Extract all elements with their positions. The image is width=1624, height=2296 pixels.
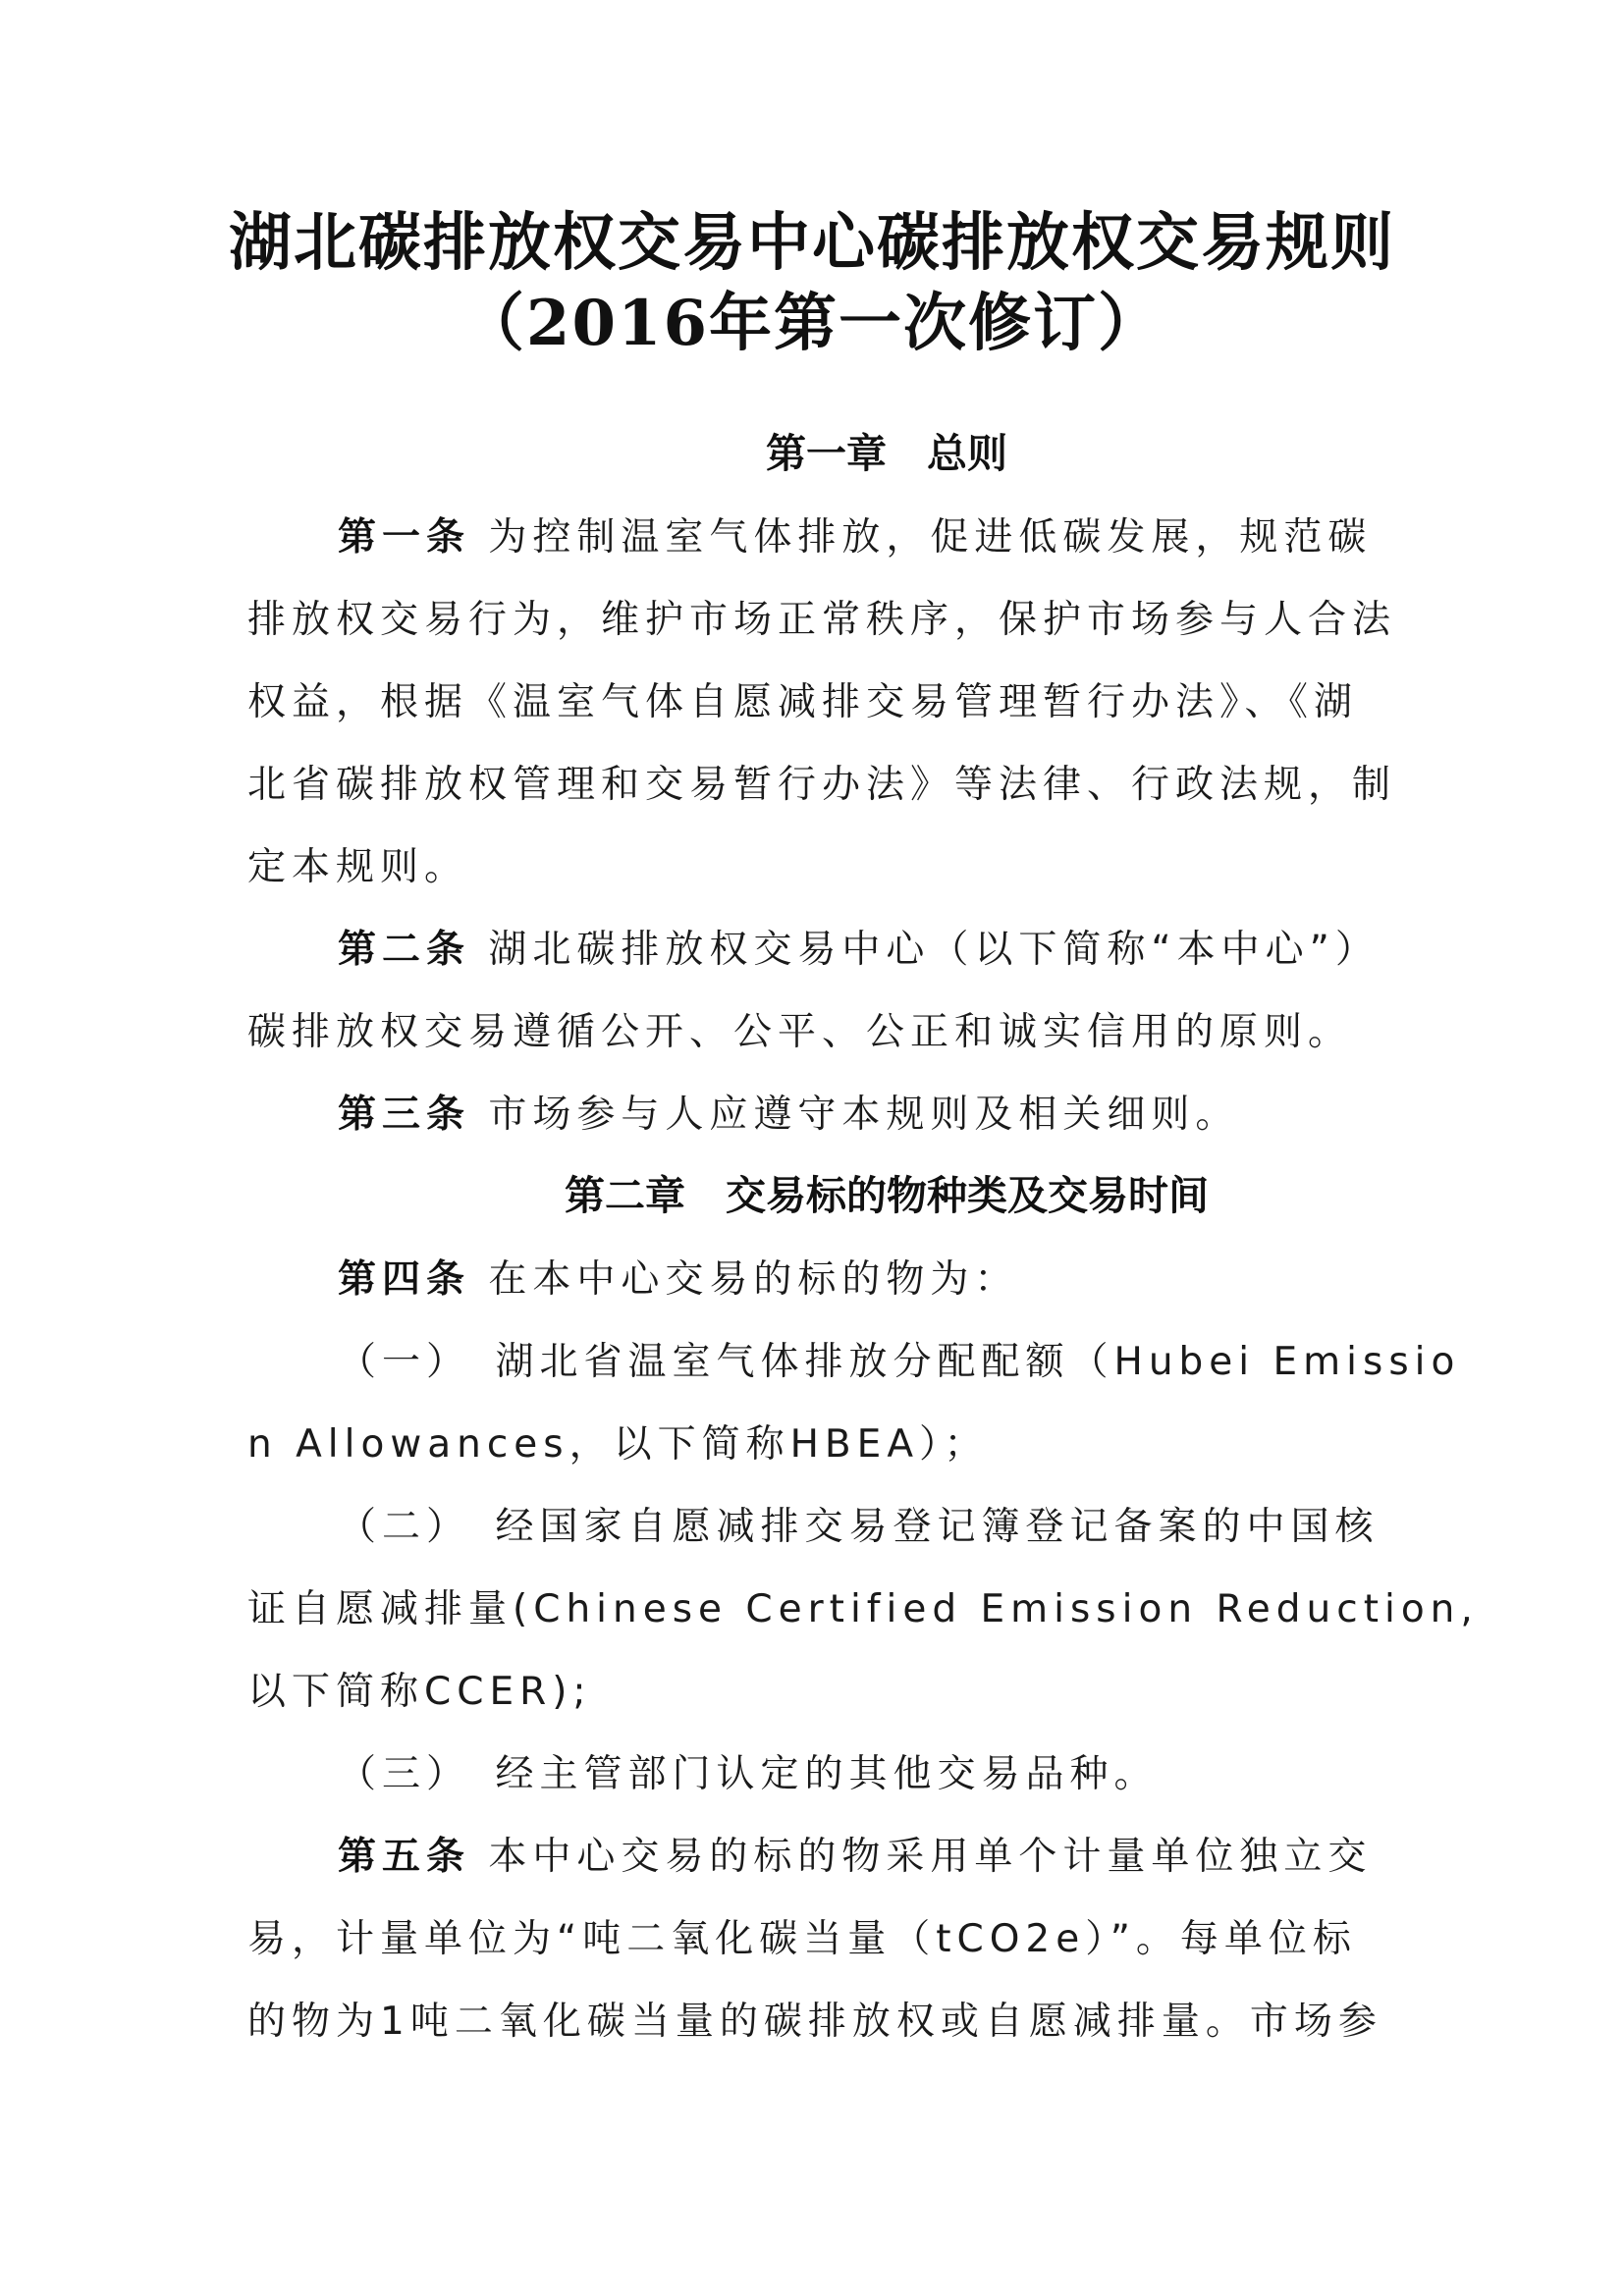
article-5-text-1: 本中心交易的标的物采用单个计量单位独立交 xyxy=(488,1835,1373,1879)
chapter-heading-2: 第二章 交易标的物种类及交易时间 xyxy=(565,1172,1209,1219)
item-2-line-1: （二） 经国家自愿减排交易登记簿登记备案的中国核 xyxy=(338,1505,1380,1549)
article-4-label: 第四条 xyxy=(338,1257,471,1302)
article-1-line-2: 排放权交易行为，维护市场正常秩序，保护市场参与人合法 xyxy=(247,598,1397,642)
article-3-line-1 xyxy=(338,1088,1477,1143)
article-3-text-1: 市场参与人应遵守本规则及相关细则。 xyxy=(488,1093,1240,1137)
article-5-line-3: 的物为1吨二氧化碳当量的碳排放权或自愿减排量。市场参 xyxy=(247,2000,1382,2044)
item-1-line-2: n Allowances，以下简称HBEA）； xyxy=(247,1422,989,1467)
article-4-text-1: 在本中心交易的标的物为： xyxy=(488,1257,1019,1302)
article-1-line-3: 权益，根据《温室气体自愿减排交易管理暂行办法》、《湖 xyxy=(247,680,1359,724)
article-1-line-4: 北省碳排放权管理和交易暂行办法》等法律、行政法规，制 xyxy=(247,763,1397,807)
item-3-line-1: （三） 经主管部门认定的其他交易品种。 xyxy=(338,1752,1159,1796)
chapter-heading-1: 第一章 总则 xyxy=(766,430,1007,477)
article-4-line-1 xyxy=(338,1253,1477,1308)
article-1-text-1: 为控制温室气体排放，促进低碳发展，规范碳 xyxy=(488,515,1373,560)
document-title: 湖北碳排放权交易中心碳排放权交易规则 xyxy=(229,206,1395,280)
article-2-text-1: 湖北碳排放权交易中心（以下简称“本中心”） xyxy=(488,928,1380,972)
article-1-line-1 xyxy=(338,510,1477,565)
article-1-label: 第一条 xyxy=(338,515,471,560)
article-2-label: 第二条 xyxy=(338,928,471,972)
item-2-line-3: 以下简称CCER); xyxy=(247,1670,592,1714)
item-2-line-2: 证自愿减排量(Chinese Certified Emission Reduction, xyxy=(247,1587,1479,1631)
article-5-label: 第五条 xyxy=(338,1835,471,1879)
article-2-line-1 xyxy=(338,923,1477,978)
article-5-line-2: 易，计量单位为“吨二氧化碳当量（tCO2e）”。每单位标 xyxy=(247,1917,1357,1961)
article-2-line-2: 碳排放权交易遵循公开、公平、公正和诚实信用的原则。 xyxy=(247,1010,1353,1054)
article-1-line-5: 定本规则。 xyxy=(247,845,469,889)
item-1-line-1: （一） 湖北省温室气体排放分配配额（Hubei Emissio xyxy=(338,1340,1461,1384)
document-subtitle: （2016年第一次修订） xyxy=(460,287,1164,360)
article-3-label: 第三条 xyxy=(338,1093,471,1137)
article-5-line-1 xyxy=(338,1830,1477,1885)
